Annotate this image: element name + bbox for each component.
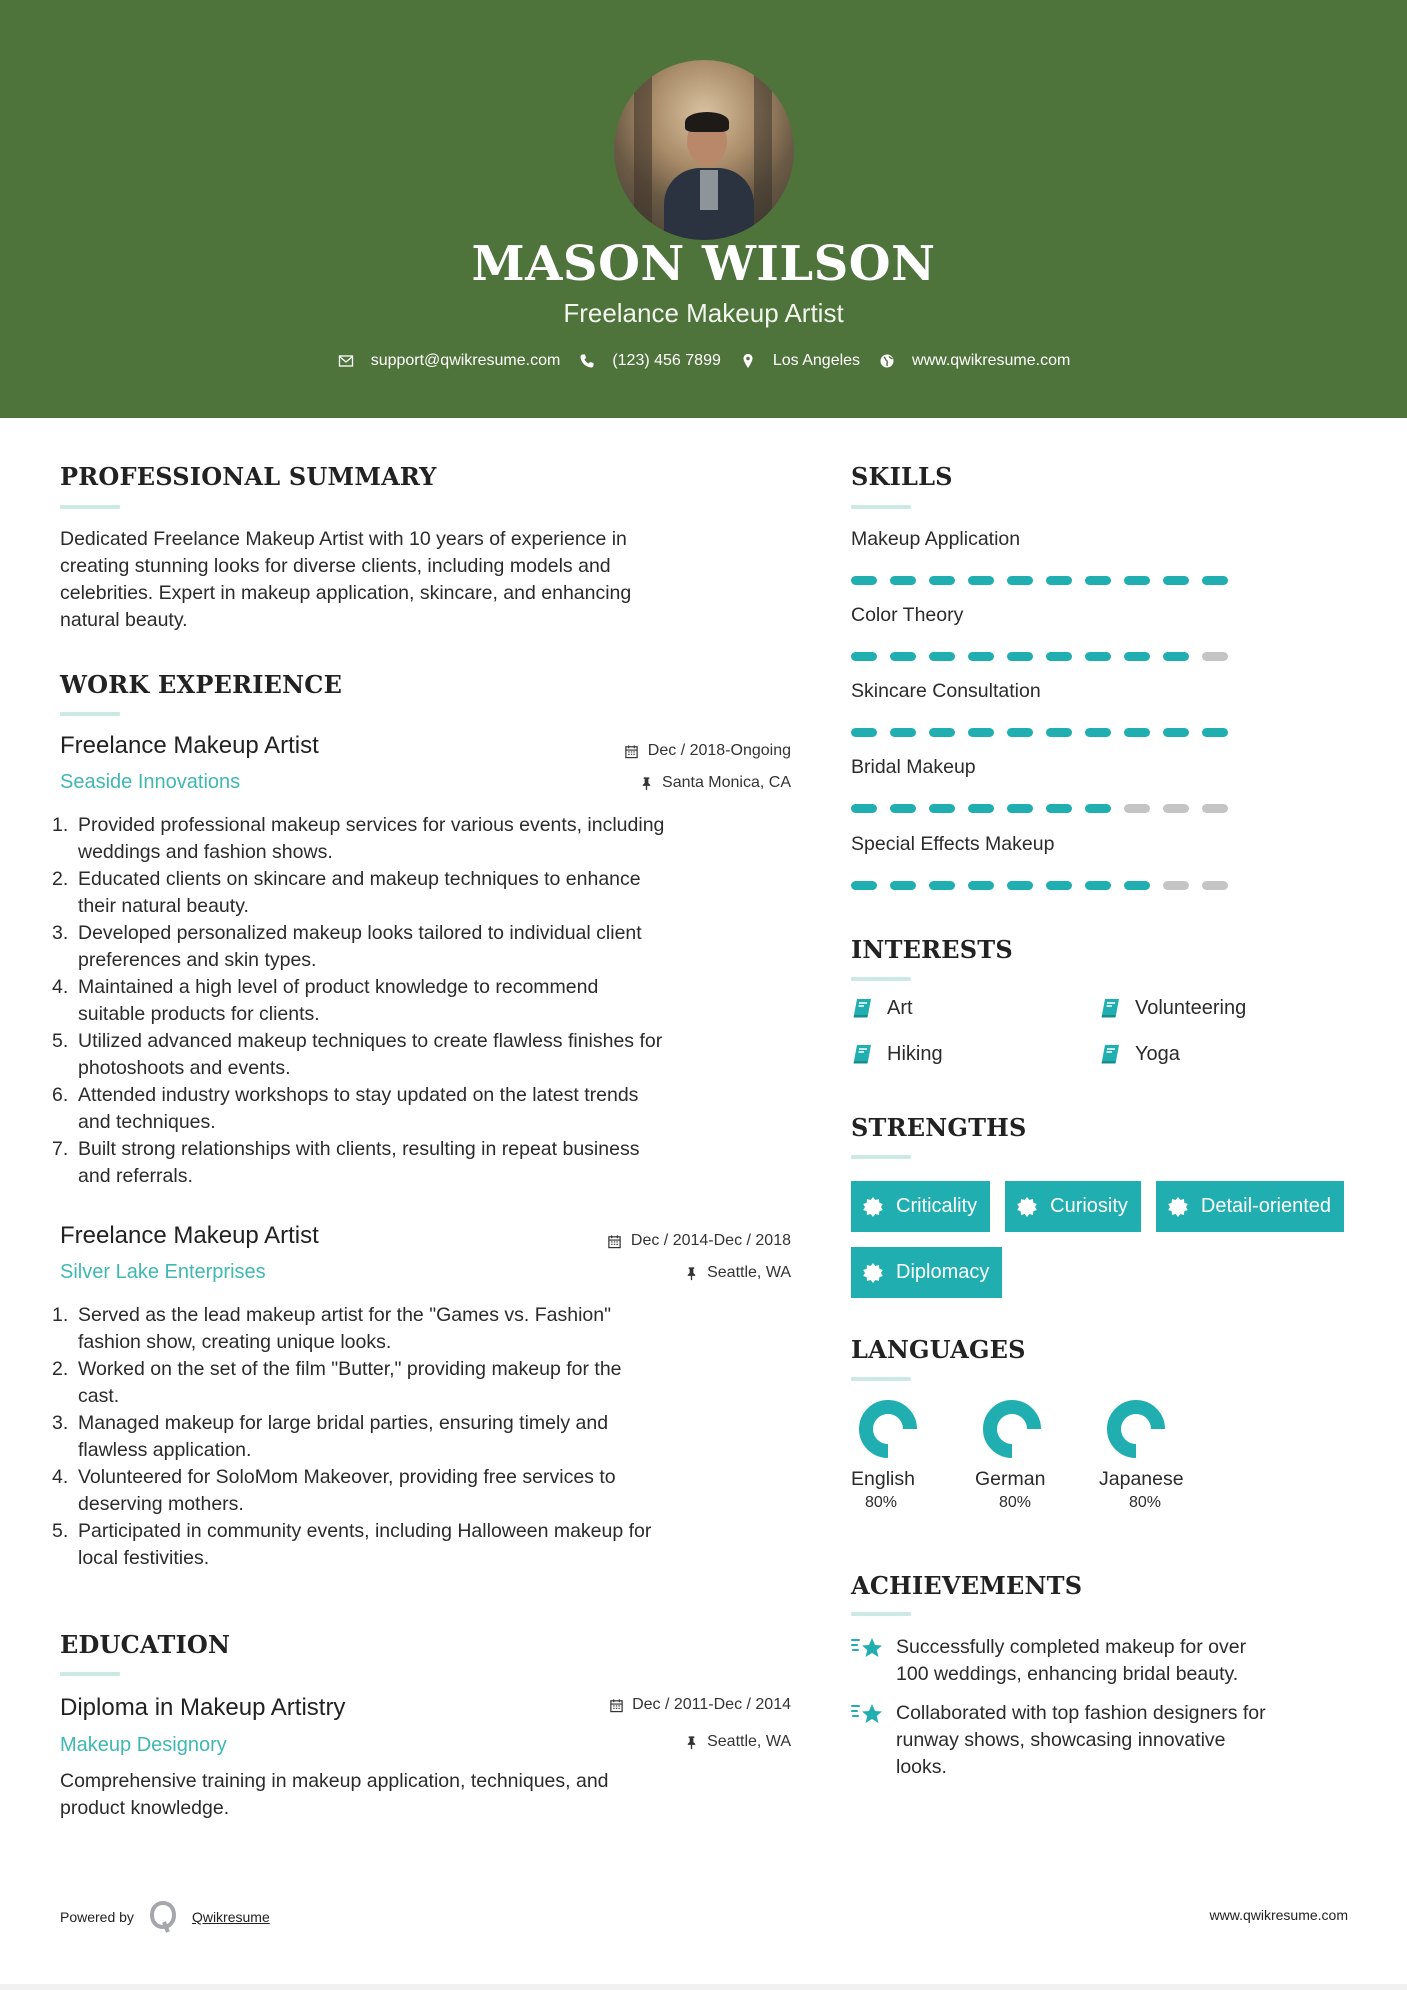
list-item: 2. Worked on the set of the film "Butter," providing makeup for the cast.: [52, 1358, 622, 1407]
list-item: 3. Managed makeup for large bridal parties, ensuring timely and flawless application.: [52, 1412, 609, 1461]
skill-segment: [1007, 652, 1033, 661]
language-progress-ring: [857, 1398, 919, 1460]
achievement-item: Collaborated with top fashion designers for runway shows, showcasing innovative looks.: [851, 1700, 1371, 1781]
section-heading-education: EDUCATION: [60, 1630, 231, 1659]
education-description: Comprehensive training in makeup application, techniques, and product knowledge.: [60, 1770, 609, 1819]
list-item: 5. Participated in community events, including Halloween makeup for local festivities.: [52, 1520, 652, 1569]
job-title: Freelance Makeup Artist: [60, 1222, 319, 1249]
pushpin-icon: [683, 1265, 699, 1281]
qwikresume-logo-icon: [148, 1900, 178, 1934]
skill-segment: [968, 804, 994, 813]
skill-rating-bar: [851, 652, 1228, 661]
summary-line: celebrities. Expert in makeup application, skincare, and enhancing: [60, 582, 632, 604]
map-marker-icon: [739, 352, 757, 370]
strength-chip: Criticality: [851, 1181, 990, 1232]
skill-segment: [1085, 728, 1111, 737]
skill-segment: [1202, 804, 1228, 813]
language-item: [1099, 1398, 1223, 1512]
skill-segment: [1085, 652, 1111, 661]
powered-by-label: Powered by: [60, 1909, 134, 1925]
book-icon: [1099, 997, 1121, 1019]
language-percent: 80%: [1129, 1494, 1162, 1511]
profile-photo: [614, 60, 794, 240]
school-name: Makeup Designory: [60, 1734, 227, 1756]
section-underline: [851, 977, 911, 981]
skill-rating-bar: [851, 728, 1228, 737]
skill-segment: [1085, 881, 1111, 890]
contact-location-text: Los Angeles: [772, 352, 861, 369]
list-item: 4. Maintained a high level of product knowledge to recommend suitable products for clients.: [52, 976, 599, 1025]
list-item: 6. Attended industry workshops to stay updated on the latest trends and techniques.: [52, 1084, 639, 1133]
skill-segment: [968, 576, 994, 585]
footer-powered-by: [60, 1900, 270, 1934]
skill-segment: [1124, 804, 1150, 813]
contact-phone-text: (123) 456 7899: [612, 352, 721, 369]
section-heading-summary: PROFESSIONAL SUMMARY: [60, 462, 437, 491]
job-bullets: [52, 1302, 792, 1572]
book-icon: [851, 997, 873, 1019]
section-underline: [851, 1377, 911, 1381]
language-percent: 80%: [865, 1494, 898, 1511]
skill-segment: [1085, 576, 1111, 585]
book-icon: [1099, 1043, 1121, 1065]
strength-chip: Detail-oriented: [1156, 1181, 1344, 1232]
section-heading-languages: LANGUAGES: [851, 1335, 1026, 1364]
achievements-list: [851, 1634, 1371, 1793]
contact-email-text[interactable]: support@qwikresume.com: [370, 352, 561, 369]
skill-segment: [1124, 881, 1150, 890]
section-underline: [851, 505, 911, 509]
contact-bar: [0, 352, 1407, 370]
list-item: 2. Educated clients on skincare and makeup techniques to enhance their natural beauty.: [52, 868, 641, 917]
pushpin-icon: [638, 775, 654, 791]
skill-name: Color Theory: [851, 604, 964, 626]
language-progress-ring: [1105, 1398, 1167, 1460]
interest-item: Yoga: [1099, 1040, 1289, 1068]
list-item: 5. Utilized advanced makeup techniques to create flawless finishes for photoshoots and events.: [52, 1030, 663, 1079]
language-name: English: [851, 1468, 915, 1490]
skill-rating-bar: [851, 804, 1228, 813]
summary-line: natural beauty.: [60, 609, 188, 631]
job-location-text: Seattle, WA: [707, 1264, 791, 1281]
section-heading-achievements: ACHIEVEMENTS: [851, 1571, 1083, 1600]
skill-segment: [1202, 728, 1228, 737]
section-heading-interests: INTERESTS: [851, 935, 1013, 964]
section-heading-experience: WORK EXPERIENCE: [60, 670, 343, 699]
job-date: [607, 1232, 791, 1250]
strengths-list: [851, 1181, 1351, 1298]
job-date-text: Dec / 2014-Dec / 2018: [630, 1232, 791, 1249]
skill-rating-bar: [851, 881, 1228, 890]
candidate-title: Freelance Makeup Artist: [563, 298, 844, 328]
skill-segment: [929, 652, 955, 661]
section-heading-strengths: STRENGTHS: [851, 1113, 1027, 1142]
skill-segment: [1163, 576, 1189, 585]
page-bottom-edge: [0, 1984, 1407, 1990]
education-location-text: Seattle, WA: [707, 1733, 791, 1750]
contact-location: [739, 352, 860, 370]
list-item: 4. Volunteered for SoloMom Makeover, providing free services to deserving mothers.: [52, 1466, 616, 1515]
summary-line: creating stunning looks for diverse clients, including models and: [60, 555, 611, 577]
skill-segment: [1085, 804, 1111, 813]
phone-icon: [578, 352, 596, 370]
skill-segment: [1124, 576, 1150, 585]
education-date: [608, 1696, 791, 1714]
language-progress-ring: [981, 1398, 1043, 1460]
job-location-text: Santa Monica, CA: [662, 774, 791, 791]
skill-segment: [1046, 652, 1072, 661]
education-date-text: Dec / 2011-Dec / 2014: [632, 1696, 791, 1713]
skill-segment: [1163, 652, 1189, 661]
skill-segment: [890, 728, 916, 737]
strength-chip: Curiosity: [1005, 1181, 1141, 1232]
list-item: 1. Provided professional makeup services for various events, including weddings and fashion shows.: [52, 814, 665, 863]
skill-segment: [929, 576, 955, 585]
skill-segment: [1202, 881, 1228, 890]
skill-segment: [1046, 576, 1072, 585]
shooting-star-icon: [851, 1700, 885, 1730]
language-percent: 80%: [999, 1494, 1032, 1511]
contact-phone[interactable]: [578, 352, 721, 370]
skill-segment: [890, 881, 916, 890]
skill-segment: [929, 804, 955, 813]
skill-segment: [1046, 728, 1072, 737]
pushpin-icon: [683, 1734, 699, 1750]
badge-icon: [1016, 1196, 1038, 1218]
job-title: Freelance Makeup Artist: [60, 732, 319, 759]
qwikresume-link[interactable]: Qwikresume: [191, 1909, 270, 1925]
skill-segment: [1124, 652, 1150, 661]
shooting-star-icon: [851, 1634, 885, 1664]
envelope-icon: [337, 352, 355, 370]
contact-website-text[interactable]: www.qwikresume.com: [912, 352, 1071, 369]
skill-segment: [1124, 728, 1150, 737]
language-item: [975, 1398, 1099, 1512]
badge-icon: [862, 1196, 884, 1218]
skill-segment: [968, 728, 994, 737]
skill-segment: [929, 728, 955, 737]
calendar-icon: [607, 1233, 623, 1249]
skill-segment: [1202, 652, 1228, 661]
badge-icon: [1167, 1196, 1189, 1218]
badge-icon: [862, 1262, 884, 1284]
skill-segment: [851, 576, 877, 585]
section-underline: [851, 1155, 911, 1159]
language-item: [851, 1398, 975, 1512]
skill-segment: [851, 804, 877, 813]
skill-segment: [1007, 728, 1033, 737]
contact-email[interactable]: [337, 352, 561, 370]
interest-item: Art: [851, 994, 1099, 1022]
skill-name: Special Effects Makeup: [851, 833, 1055, 855]
skill-name: Skincare Consultation: [851, 680, 1041, 702]
contact-website[interactable]: [878, 352, 1070, 370]
language-name: German: [975, 1468, 1046, 1490]
interests-list: [851, 994, 1291, 1068]
company-name: Seaside Innovations: [60, 771, 241, 793]
skill-segment: [1163, 881, 1189, 890]
achievement-item: Successfully completed makeup for over 100 weddings, enhancing bridal beauty.: [851, 1634, 1371, 1688]
skill-segment: [968, 652, 994, 661]
degree-title: Diploma in Makeup Artistry: [60, 1694, 346, 1721]
summary-line: Dedicated Freelance Makeup Artist with 10 years of experience in: [60, 528, 627, 550]
skill-rating-bar: [851, 576, 1228, 585]
resume-header: [0, 0, 1407, 418]
skill-segment: [1046, 881, 1072, 890]
section-underline: [60, 712, 120, 716]
skill-segment: [890, 804, 916, 813]
job-bullets: [52, 812, 792, 1190]
company-name: Silver Lake Enterprises: [60, 1261, 266, 1283]
strength-chip: Diplomacy: [851, 1247, 1002, 1298]
list-item: 7. Built strong relationships with clients, resulting in repeat business and referrals.: [52, 1138, 640, 1187]
skill-segment: [851, 652, 877, 661]
skill-segment: [851, 881, 877, 890]
skill-segment: [1007, 881, 1033, 890]
skill-segment: [968, 881, 994, 890]
job-date: [624, 742, 791, 760]
languages-list: [851, 1398, 1223, 1512]
job-date-text: Dec / 2018-Ongoing: [647, 742, 791, 759]
skill-segment: [1163, 804, 1189, 813]
summary-text: [60, 526, 790, 634]
calendar-icon: [608, 1697, 624, 1713]
section-underline: [60, 1672, 120, 1676]
interest-item: Hiking: [851, 1040, 1099, 1068]
skill-segment: [890, 576, 916, 585]
skill-segment: [1007, 804, 1033, 813]
section-underline: [60, 505, 120, 509]
education-location: [683, 1733, 791, 1751]
language-name: Japanese: [1099, 1468, 1184, 1490]
list-item: 1. Served as the lead makeup artist for the "Games vs. Fashion" fashion show, creating unique looks.: [52, 1304, 612, 1353]
job-location: [638, 774, 791, 792]
list-item: 3. Developed personalized makeup looks tailored to individual client preferences and skin types.: [52, 922, 642, 971]
skill-name: Bridal Makeup: [851, 756, 976, 778]
footer-website[interactable]: www.qwikresume.com: [1209, 1907, 1348, 1923]
globe-icon: [878, 352, 896, 370]
skill-segment: [1007, 576, 1033, 585]
skill-segment: [1163, 728, 1189, 737]
skill-segment: [1046, 804, 1072, 813]
interest-item: Volunteering: [1099, 994, 1289, 1022]
skill-segment: [929, 881, 955, 890]
skill-name: Makeup Application: [851, 528, 1021, 550]
skill-segment: [851, 728, 877, 737]
book-icon: [851, 1043, 873, 1065]
calendar-icon: [624, 743, 640, 759]
skill-segment: [1202, 576, 1228, 585]
candidate-name: MASON WILSON: [471, 236, 936, 292]
section-underline: [851, 1612, 911, 1616]
job-location: [683, 1264, 791, 1282]
section-heading-skills: SKILLS: [851, 462, 953, 491]
skill-segment: [890, 652, 916, 661]
